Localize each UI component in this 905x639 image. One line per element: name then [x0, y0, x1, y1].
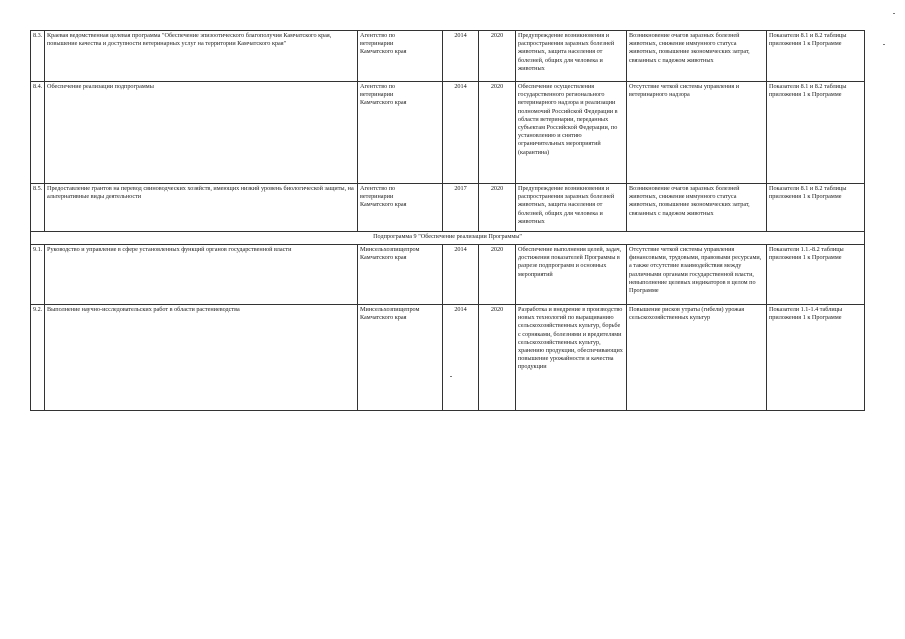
indicator-link: Показатели 8.1 и 8.2 таблицы приложения 1 к Программе: [767, 184, 865, 232]
start-year: 2014: [443, 31, 479, 82]
non-implementation-consequence: Отсутствие четкой системы управления финансовыми, трудовыми, правовыми ресурсами, а также отсутствие взаимодействия между различными органами государственной власти, невыполнение целевых индикаторов в целом по Программе: [627, 245, 767, 305]
start-year: 2014: [443, 82, 479, 184]
non-implementation-consequence: Возникновение очагов заразных болезней животных, снижение иммунного статуса животных, повышение экономических затрат, связанных с падежом животных: [627, 31, 767, 82]
scan-speck: [883, 44, 885, 45]
expected-result: Обеспечение осуществления государственного регионального ветеринарного надзора и реализации полномочий Российской Федерации в области ветеринарии, переданных субъектам Российской Федерации, по установлению и снятию ограничительных мероприятий (карантина): [516, 82, 627, 184]
start-year: 2017: [443, 184, 479, 232]
table-row: [31, 184, 865, 232]
measure-name: Выполнение научно-исследовательских работ в области растениеводства: [45, 305, 358, 411]
measure-name: Предоставление грантов на перевод свиноводческих хозяйств, имеющих низкий уровень биологической защиты, на альтернативные виды деятельности: [45, 184, 358, 232]
table-row: [31, 82, 865, 184]
row-number: 8.5.: [31, 184, 45, 232]
scan-speck: [450, 376, 452, 377]
non-implementation-consequence: Возникновение очагов заразных болезней животных, снижение иммунного статуса животных, повышение экономических затрат, связанных с падежом животных: [627, 184, 767, 232]
expected-result: Предупреждение возникновения и распространения заразных болезней животных, защита населения от болезней, общих для человека и животных: [516, 184, 627, 232]
executor: Агентство по ветеринарии Камчатского края: [358, 184, 443, 232]
table-row: [31, 305, 865, 411]
expected-result: Обеспечение выполнения целей, задач, достижения показателей Программы в разрезе подпрограмм и основных мероприятий: [516, 245, 627, 305]
measures-table: [30, 30, 865, 411]
executor: Минсельхозпищепром Камчатского края: [358, 245, 443, 305]
expected-result: Разработка и внедрение в производство новых технологий по выращиванию сельскохозяйственных культур, борьбе с сорняками, болезнями и вредителями сельскохозяйственных культур, хранению продукции, обеспечивающих повышение урожайности и качества продукции: [516, 305, 627, 411]
row-number: 8.3.: [31, 31, 45, 82]
row-number: 8.4.: [31, 82, 45, 184]
row-number: 9.1.: [31, 245, 45, 305]
end-year: 2020: [479, 31, 516, 82]
non-implementation-consequence: Отсутствие четкой системы управления и ветеринарного надзора: [627, 82, 767, 184]
subprogram-title: Подпрограмма 9 "Обеспечение реализации Программы": [31, 232, 865, 245]
start-year: 2014: [443, 245, 479, 305]
row-number: 9.2.: [31, 305, 45, 411]
indicator-link: Показатели 1.1.-8.2 таблицы приложения 1 к Программе: [767, 245, 865, 305]
table-row: [31, 245, 865, 305]
non-implementation-consequence: Повышение рисков утраты (гибели) урожая сельскохозяйственных культур: [627, 305, 767, 411]
subprogram-header-row: [31, 232, 865, 245]
expected-result: Предупреждение возникновения и распространения заразных болезней животных, защита населения от болезней, общих для человека и животных: [516, 31, 627, 82]
indicator-link: Показатели 8.1 и 8.2 таблицы приложения 1 к Программе: [767, 31, 865, 82]
measure-name: Руководство и управление в сфере установленных функций органов государственной власти: [45, 245, 358, 305]
executor: Агентство по ветеринарии Камчатского края: [358, 82, 443, 184]
end-year: 2020: [479, 82, 516, 184]
measure-name: Краевая ведомственная целевая программа "Обеспечение эпизоотического благополучия Камчатского края, повышение качества и доступности ветеринарных услуг на территории Камчатского края": [45, 31, 358, 82]
end-year: 2020: [479, 184, 516, 232]
start-year: 2014: [443, 305, 479, 411]
table-row: [31, 31, 865, 82]
end-year: 2020: [479, 245, 516, 305]
indicator-link: Показатели 1.1-1.4 таблицы приложения 1 к Программе: [767, 305, 865, 411]
measure-name: Обеспечение реализации подпрограммы: [45, 82, 358, 184]
end-year: 2020: [479, 305, 516, 411]
scan-speck: [893, 13, 895, 14]
executor: Агентство по ветеринарии Камчатского края: [358, 31, 443, 82]
executor: Минсельхозпищепром Камчатского края: [358, 305, 443, 411]
indicator-link: Показатели 8.1 и 8.2 таблицы приложения 1 к Программе: [767, 82, 865, 184]
